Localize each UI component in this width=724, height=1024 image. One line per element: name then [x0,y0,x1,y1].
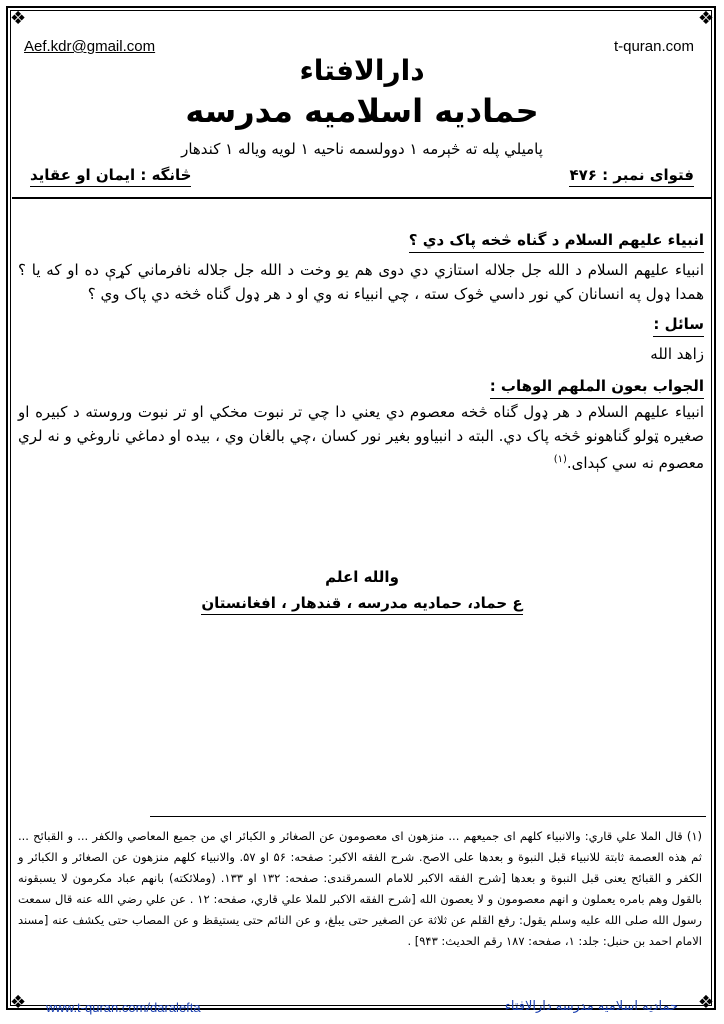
corner-ornament-icon: ❖ [10,992,27,1013]
footnote-divider [150,816,706,817]
fatwa-number: فتوای نمبر : ۴۷۶ [569,166,694,187]
questioner-label: سائل : [653,312,704,337]
questioner-name: زاهد الله [650,345,704,363]
question-title: انبیاء علیهم السلام د گناه څخه پاک دي ؟ [409,228,704,253]
answer-label: الجواب بعون الملهم الوهاب : [490,374,704,399]
footnote-ref[interactable]: (۱) [553,454,567,465]
site-link[interactable]: t-quran.com [613,38,694,55]
questioner-label-block [18,312,704,337]
answer-label-block [18,374,704,399]
answer-body-block [18,400,704,475]
corner-ornament-icon: ❖ [697,8,714,29]
address-line: پامیلي پله ته څېرمه ۱ دوولسمه ناحیه ۱ لویه ویاله ۱ کندهار [181,140,543,158]
footer-label: حمادیه اسلامیه مدرسه دارالافتاء [504,999,678,1014]
madrasa-title: حمادیه اسلامیه مدرسه [185,92,539,130]
corner-ornament-icon: ❖ [10,8,27,29]
answer-body: انبیاء علیهم السلام د هر ډول گناه څخه معصوم دي یعني دا چي تر نبوت مخکي او تر نبوت وروسته د کبیره او صغیره ټولو گناهونو څخه پاک دي. البته د انبیاوو بغیر نور کسان ،چي بالغان وي ، بیده او دماغي ناروغي و نه لري معصوم نه سي کېدای. [18,403,704,472]
footnote-text: (۱) قال الملا علي قاري: والانبياء كلهم اى جميعهم ... منزهون اى معصومون عن الصغائر و الكبائر اي من جميع المعاصي والكفر ... و القبائح ... ثم هذه العصمة ثابتة للانبياء قبل النبوة و بعدها على الاصح. شرح الفقه الاكبر: صفحه: ۵۶ او ۵۷. والانبياء كلهم منزهون عن الصغائر و الكبائر و الكفر و القبائح يعنى قبل النبوة و بعدها [شرح الفقه الاكبر للامام السمرقندى: صفحه: ۱۳۲ او ۱۳۳. (وملائكته) بانهم عباد مكرمون لا يسبقونه بالقول وهم بامره يعملون و انهم معصومون و لا يعصون الله [شرح الفقه الاكبر للملا علي قاري، صفحه: ۱۲ . عن علي رضي الله عنه قال سمعت رسول الله صلى الله عليه وسلم يقول: رفع القلم عن ثلاثة عن الصغير حتى يبلغ، و عن النائم حتى يستيقظ و عن المصاب حتى يكشف عنه [مسند الامام احمد بن حنبل: جلد: ۱، صفحه: ۱۸۷ رقم الحديث: ۹۴۳] . [18,829,703,948]
corner-ornament-icon: ❖ [697,992,714,1013]
header-divider [12,197,712,199]
question-body: انبیاء علیهم السلام د الله جل جلاله استازي دي دوی هم یو وخت د الله جل جلاله نافرماني کړې ده او که یا ؟ همدا ډول په انسانان کي نور داسي څوک سته ، چي انبیاء نه وي او د هر ډول گناه څخه دي پاک وي ؟ [18,261,704,303]
signature-allah-alam: والله اعلم [325,568,399,586]
dar-ul-ifta-title: دارالافتاء [299,54,425,87]
question-title-block [18,228,704,253]
footer-url-link[interactable]: www.t-quran.com/daralefta [46,1000,201,1015]
email-link[interactable]: Aef.kdr@gmail.com [24,38,156,55]
fatwa-category: څانگه : ایمان او عقاید [30,166,191,187]
signature-block [0,594,724,612]
signature-name: ع حماد، حمادیه مدرسه ، قندهار ، افغانستان [201,594,522,615]
